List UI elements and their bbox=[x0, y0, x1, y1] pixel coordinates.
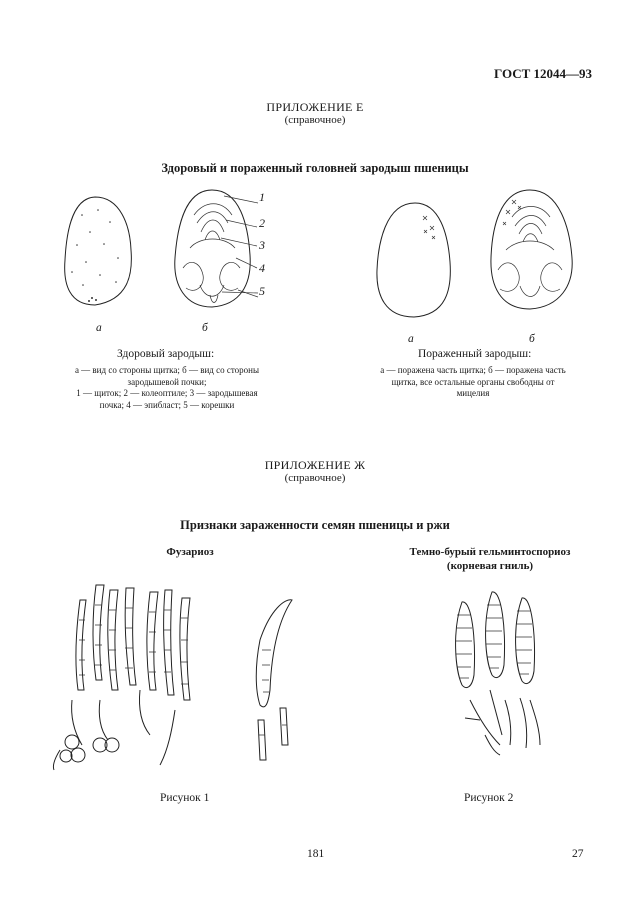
infected-legend-line-1: а — поражена часть щитка; б — поражена часть bbox=[380, 365, 566, 375]
healthy-label-b: б bbox=[202, 322, 208, 334]
infected-label-a: а bbox=[408, 333, 414, 345]
appendix-zh-note: (справочное) bbox=[284, 472, 346, 484]
figure-2-caption: Рисунок 2 bbox=[464, 792, 514, 804]
appendix-e-title: ПРИЛОЖЕНИЕ Е bbox=[266, 100, 364, 114]
healthy-label-a: а bbox=[96, 322, 102, 334]
healthy-legend-line-2: зародышевой почки; bbox=[127, 376, 207, 387]
appendix-zh-title: ПРИЛОЖЕНИЕ Ж bbox=[264, 458, 366, 472]
infected-label-b: б bbox=[529, 333, 535, 345]
infected-legend-line-3: мицелия bbox=[456, 388, 490, 398]
healthy-legend-line-1: а — вид со стороны щитка; б — вид со стороны bbox=[74, 365, 260, 375]
callout-2: 2 bbox=[259, 216, 265, 230]
fusarium-title: Фузариоз bbox=[166, 546, 214, 558]
healthy-caption: Здоровый зародыш: bbox=[117, 348, 215, 360]
appendix-zh-heading: Признаки зараженности семян пшеницы и ржи bbox=[180, 518, 450, 532]
callout-1: 1 bbox=[259, 190, 265, 204]
infected-legend-line-2: щитка, все остальные органы свободны от bbox=[391, 376, 555, 387]
helminthosporium-title-line-1: Темно-бурый гельминтоспориоз bbox=[409, 546, 571, 558]
appendix-e-heading: Здоровый и пораженный головней зародыш пшеницы bbox=[161, 161, 469, 175]
sheet-number: 27 bbox=[572, 848, 584, 860]
helminthosporium-title-line-2: (корневая гниль) bbox=[446, 560, 534, 572]
healthy-legend-line-4: почка; 4 — эпибласт; 5 — корешки bbox=[99, 399, 235, 410]
healthy-legend-line-3: 1 — щиток; 2 — колеоптиле; 3 — зародышевая bbox=[76, 388, 258, 398]
callout-4: 4 bbox=[259, 261, 265, 275]
standard-number: ГОСТ 12044—93 bbox=[494, 66, 593, 81]
callout-5: 5 bbox=[259, 284, 265, 298]
infected-caption: Пораженный зародыш: bbox=[418, 348, 532, 360]
figure-1-caption: Рисунок 1 bbox=[160, 792, 210, 804]
appendix-e-note: (справочное) bbox=[284, 114, 346, 126]
page-number: 181 bbox=[307, 848, 325, 860]
callout-3: 3 bbox=[259, 238, 265, 252]
